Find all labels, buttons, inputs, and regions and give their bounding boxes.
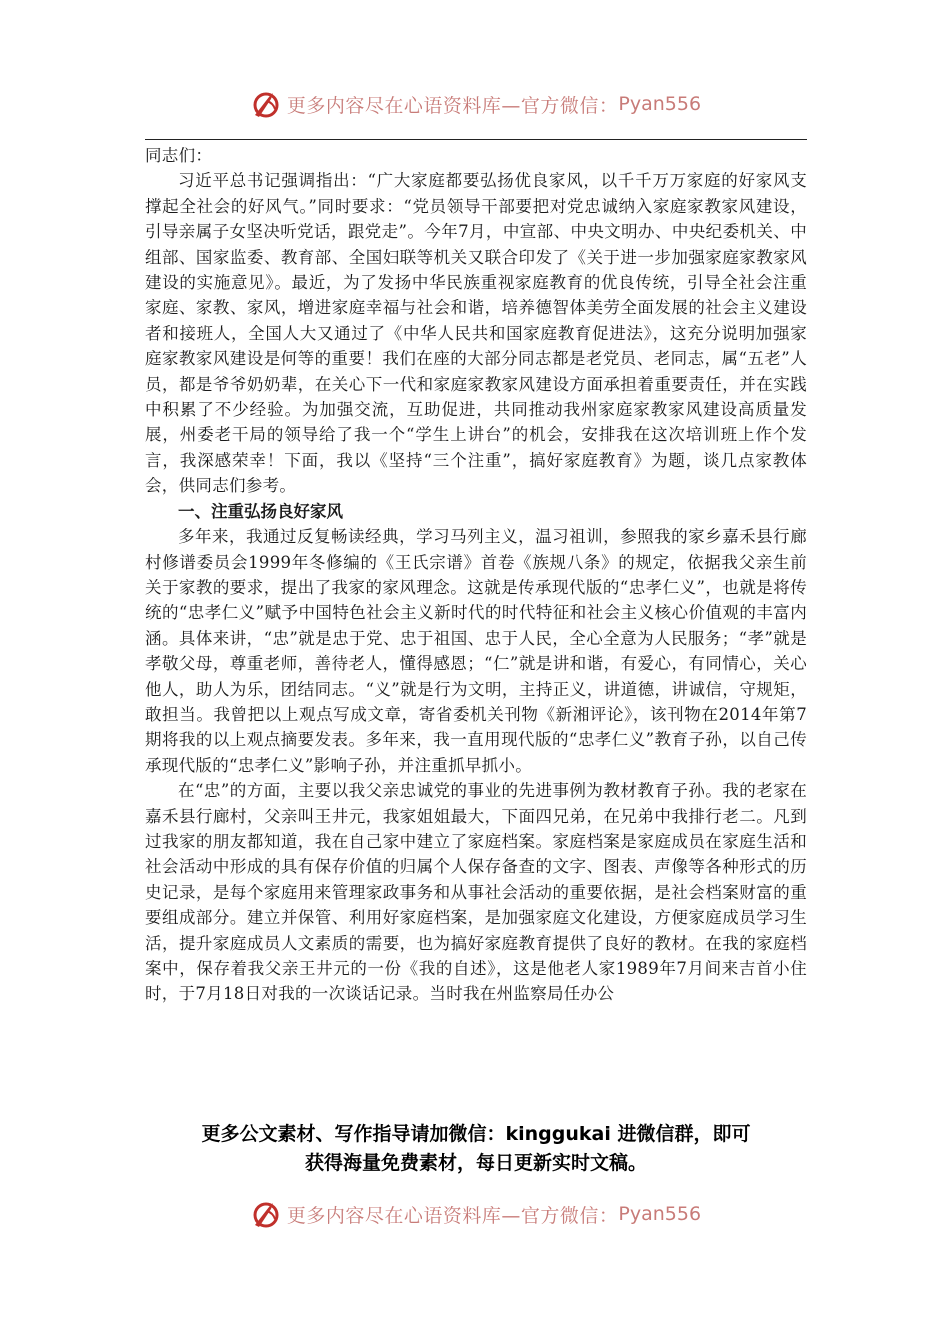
intro-paragraph: 习近平总书记强调指出：“广大家庭都要弘扬优良家风，以千千万万家庭的好家风支撑起全社会的好风气。”同时要求：“党员领导干部要把对党忠诚纳入家庭家教家风建设，引导亲属子女坚决听党话，跟党走”。今年7月，中宣部、中央文明办、中央纪委机关、中组部、国家监委、教育部、全国妇联等机关又联合印发了《关于进一步加强家庭家教家风建设的实施意见》。最近，为了发扬中华民族重视家庭教育的优良传统，引导全社会注重家庭、家教、家风，增进家庭幸福与社会和谐，培养德智体美劳全面发展的社会主义建设者和接班人，全国人大又通过了《中华人民共和国家庭教育促进法》，这充分说明加强家庭家教家风建设是何等的重要！我们在座的大部分同志都是老党员、老同志，属“五老”人员，都是爷爷奶奶辈，在关心下一代和家庭家教家风建设方面承担着重要责任，并在实践中积累了不少经验。为加强交流，互助促进，共同推动我州家庭家教家风建设高质量发展，州委老干局的领导给了我一个“学生上讲台”的机会，安排我在这次培训班上作个发言，我深感荣幸！下面，我以《坚持“三个注重”，搞好家庭教育》为题，谈几点家教体会，供同志们参考。 [145, 171, 807, 496]
header-banner [0, 84, 950, 124]
footer-banner-wechat-id: Pyan556 [618, 1203, 702, 1225]
brand-logo-icon [249, 87, 283, 121]
footer-banner-text: 更多内容尽在心语资料库—官方微信： [286, 1204, 619, 1227]
section-heading: 一、注重弘扬良好家风 [178, 501, 343, 521]
header-banner-text: 更多内容尽在心语资料库—官方微信： [286, 94, 619, 117]
promo-notice [145, 1120, 807, 1178]
document-body [145, 143, 807, 1007]
header-divider [145, 139, 807, 140]
header-banner-wechat-id: Pyan556 [618, 93, 702, 115]
brand-logo-icon [249, 1197, 283, 1231]
salutation: 同志们： [145, 146, 213, 165]
footer-banner [0, 1194, 950, 1234]
promo-line-1: 更多公文素材、写作指导请加微信：kinggukai 进微信群，即可 [201, 1123, 751, 1145]
section-paragraph: 在“忠”的方面，主要以我父亲忠诚党的事业的先进事例为教材教育子孙。我的老家在嘉禾县行廊村，父亲叫王井元，我家姐姐最大，下面四兄弟，在兄弟中我排行老二。凡到过我家的朋友都知道，我在自己家中建立了家庭档案。家庭档案是家庭成员在家庭生活和社会活动中形成的具有保存价值的归属个人保存备查的文字、图表、声像等各种形式的历史记录，是每个家庭用来管理家政事务和从事社会活动的重要依据，是社会档案财富的重要组成部分。建立并保管、利用好家庭档案，是加强家庭文化建设，方便家庭成员学习生活，提升家庭成员人文素质的需要，也为搞好家庭教育提供了良好的教材。在我的家庭档案中，保存着我父亲王井元的一份《我的自述》，这是他老人家1989年7月间来吉首小住时，于7月18日对我的一次谈话记录。当时我在州监察局任办公 [145, 781, 807, 1004]
promo-line-2: 获得海量免费素材，每日更新实时文稿。 [304, 1152, 647, 1174]
section-paragraph: 多年来，我通过反复畅读经典，学习马列主义，温习祖训，参照我的家乡嘉禾县行廊村修谱委员会1999年冬修编的《王氏宗谱》首卷《族规八条》的规定，依据我父亲生前关于家教的要求，提出了我家的家风理念。这就是传承现代版的“忠孝仁义”，也就是将传统的“忠孝仁义”赋予中国特色社会主义新时代的时代特征和社会主义核心价值观的丰富内涵。具体来讲，“忠”就是忠于党、忠于祖国、忠于人民，全心全意为人民服务；“孝”就是孝敬父母，尊重老师，善待老人，懂得感恩；“仁”就是讲和谐，有爱心，有同情心，关心他人，助人为乐，团结同志。“义”就是行为文明，主持正义，讲道德，讲诚信，守规矩，敢担当。我曾把以上观点写成文章，寄省委机关刊物《新湘评论》，该刊物在2014年第7期将我的以上观点摘要发表。多年来，我一直用现代版的“忠孝仁义”教育子孙，以自己传承现代版的“忠孝仁义”影响子孙，并注重抓早抓小。 [145, 527, 807, 775]
